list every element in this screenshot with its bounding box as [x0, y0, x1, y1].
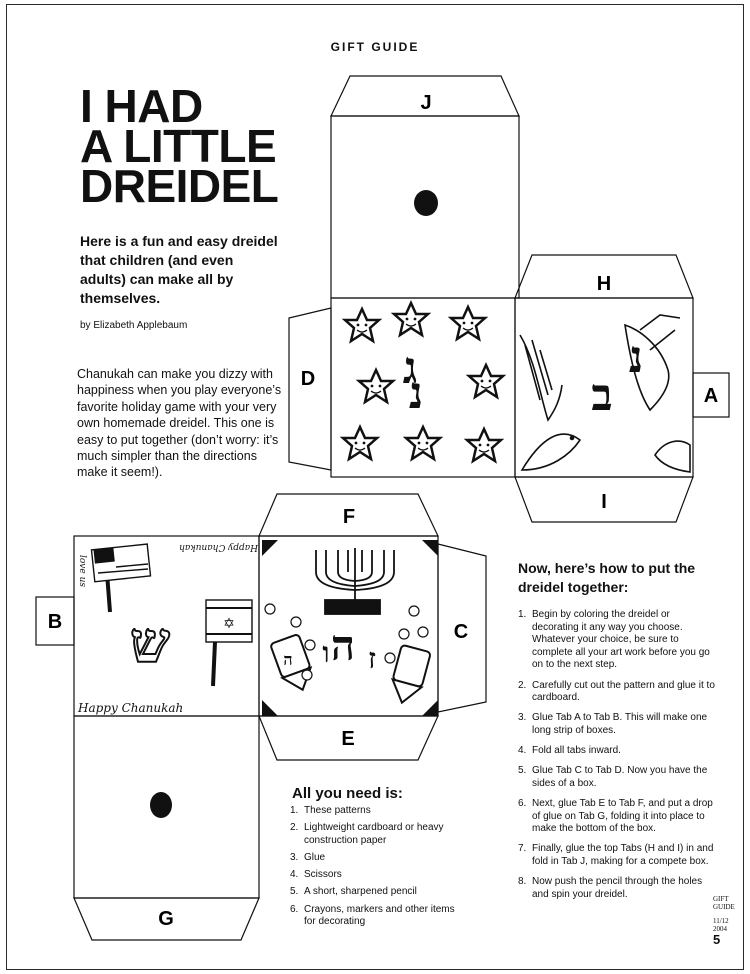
- footer-date-1: 11/12: [713, 917, 729, 925]
- tab-label-a: A: [703, 385, 719, 407]
- menorah-drawing: [316, 548, 394, 614]
- needs-list: [290, 805, 465, 933]
- hebrew-letter-zayin: ז: [368, 642, 376, 675]
- title-line-3: DREIDEL: [80, 160, 279, 212]
- hebrew-letter-bet: ב: [591, 370, 613, 421]
- needs-heading: All you need is:: [292, 785, 403, 802]
- steps-heading: Now, here’s how to put the dreidel together:: [518, 560, 696, 595]
- handwriting-happy-chanukah: Happy Chanukah: [78, 701, 184, 715]
- tab-label-f: F: [342, 506, 356, 528]
- pencil-hole-bottom: [150, 792, 172, 818]
- byline: by Elizabeth Applebaum: [80, 320, 188, 331]
- steps-list: [518, 609, 718, 909]
- handwriting-love-us: love us: [77, 555, 87, 587]
- tab-label-j: J: [420, 92, 432, 114]
- step-item: 2. Carefully cut out the pattern and glue it to cardboard.: [518, 679, 715, 704]
- page-number: 5: [713, 932, 721, 947]
- hebrew-letter-nun-2: נ: [628, 332, 644, 383]
- needs-item: 4. Scissors: [290, 869, 342, 881]
- article-subtitle: Here is a fun and easy dreidel that children (and even adults) can make all by themselves.: [80, 233, 278, 306]
- tab-label-e: E: [341, 728, 355, 750]
- needs-item: 5. A short, sharpened pencil: [290, 886, 417, 898]
- star-of-david-icon: ✡: [223, 616, 235, 632]
- pencil-hole-top: [414, 190, 438, 216]
- tab-label-g: G: [158, 908, 174, 930]
- needs-item: 1. These patterns: [290, 805, 371, 816]
- hebrew-letter-gimel: ג: [402, 343, 418, 394]
- section-label: GIFT GUIDE: [330, 40, 420, 54]
- handwriting-vertical-greeting: Happy Chanukah: [179, 542, 258, 552]
- footer-date-2: 2004: [713, 925, 727, 933]
- step-item: 6. Next, glue Tab E to Tab F, and put a drop of glue on Tab G, folding it into place to make the bottom of the box.: [518, 798, 713, 835]
- tab-label-b: B: [47, 611, 63, 633]
- intro-paragraph: Chanukah can make you dizzy with happiness when you play everyone’s favorite holiday game with your very own homemade dreidel. This one is easy to put together (don’t worry: it’s much simpler than the directions make it seem!).: [77, 367, 282, 480]
- needs-item: 3. Glue: [290, 851, 326, 863]
- tab-label-i: I: [601, 491, 607, 513]
- step-item: 1. Begin by coloring the dreidel or decorating it any way you choose. Whatever your choice, be sure to complete all your art work before you go on to the next step.: [518, 609, 710, 671]
- page-footer: [713, 895, 745, 947]
- title-line-1: I HAD: [80, 80, 203, 132]
- hebrew-letter-vav: ו: [322, 636, 330, 669]
- tab-label-d: D: [300, 368, 316, 390]
- hebrew-letter-hey: ה: [330, 621, 356, 670]
- footer-label-2: GUIDE: [713, 903, 735, 911]
- title-line-2: A LITTLE: [80, 120, 277, 172]
- tab-label-c: C: [453, 621, 469, 643]
- step-item: 8. Now push the pencil through the holes and spin your dreidel.: [518, 876, 703, 900]
- dreidel-letter-hey: ה: [283, 650, 293, 669]
- step-item: 4. Fold all tabs inward.: [518, 745, 621, 757]
- hebrew-letter-nun: נ: [408, 368, 424, 419]
- step-item: 3. Glue Tab A to Tab B. This will make one long strip of boxes.: [518, 712, 708, 736]
- needs-item: 6. Crayons, markers and other items for decorating: [290, 903, 455, 928]
- step-item: 7. Finally, glue the top Tabs (H and I) in and fold in Tab J, making for a compete box.: [518, 843, 714, 868]
- step-item: 5. Glue Tab C to Tab D. Now you have the sides of a box.: [518, 765, 708, 789]
- footer-label-1: GIFT: [713, 895, 729, 903]
- tab-label-h: H: [596, 273, 612, 295]
- needs-item: 2. Lightweight cardboard or heavy construction paper: [290, 822, 444, 846]
- hebrew-letter-shin: ש: [130, 610, 170, 676]
